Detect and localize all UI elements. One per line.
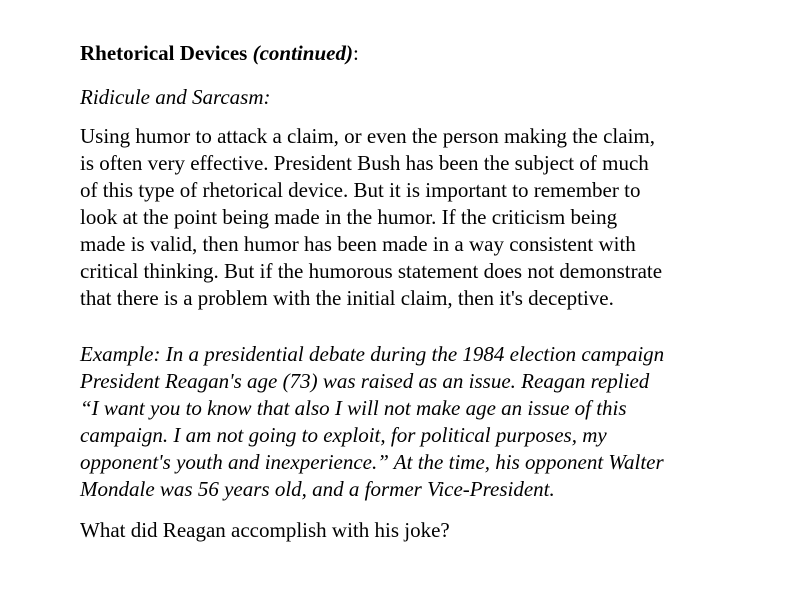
body-line: critical thinking. But if the humorous statement does not demonstrate <box>80 259 663 283</box>
example-line: “I want you to know that also I will not make age an issue of this <box>80 396 627 420</box>
section-subheading: Ridicule and Sarcasm: <box>80 85 271 109</box>
slide-title <box>80 40 359 66</box>
example-line: President Reagan's age (73) was raised as an issue. Reagan replied <box>80 369 650 393</box>
body-line: look at the point being made in the humor. If the criticism being <box>80 205 618 229</box>
body-line: that there is a problem with the initial claim, then it's deceptive. <box>80 286 614 310</box>
example-line: opponent's youth and inexperience.” At the time, his opponent Walter <box>80 450 664 474</box>
example-paragraph <box>80 341 664 503</box>
body-line: made is valid, then humor has been made in a way consistent with <box>80 232 636 256</box>
example-line: Example: In a presidential debate during the 1984 election campaign <box>80 342 665 366</box>
example-line: campaign. I am not going to exploit, for political purposes, my <box>80 423 607 447</box>
title-colon-text: : <box>352 41 359 65</box>
example-line: Mondale was 56 years old, and a former Vice-President. <box>80 477 555 501</box>
body-line: is often very effective. President Bush has been the subject of much <box>80 151 649 175</box>
body-line: Using humor to attack a claim, or even the person making the claim, <box>80 124 655 148</box>
title-continued-text: (continued) <box>252 41 353 65</box>
title-main-text: Rhetorical Devices <box>80 41 253 65</box>
body-line: of this type of rhetorical device. But it is important to remember to <box>80 178 641 202</box>
discussion-question: What did Reagan accomplish with his joke? <box>80 518 450 542</box>
body-paragraph <box>80 123 662 312</box>
